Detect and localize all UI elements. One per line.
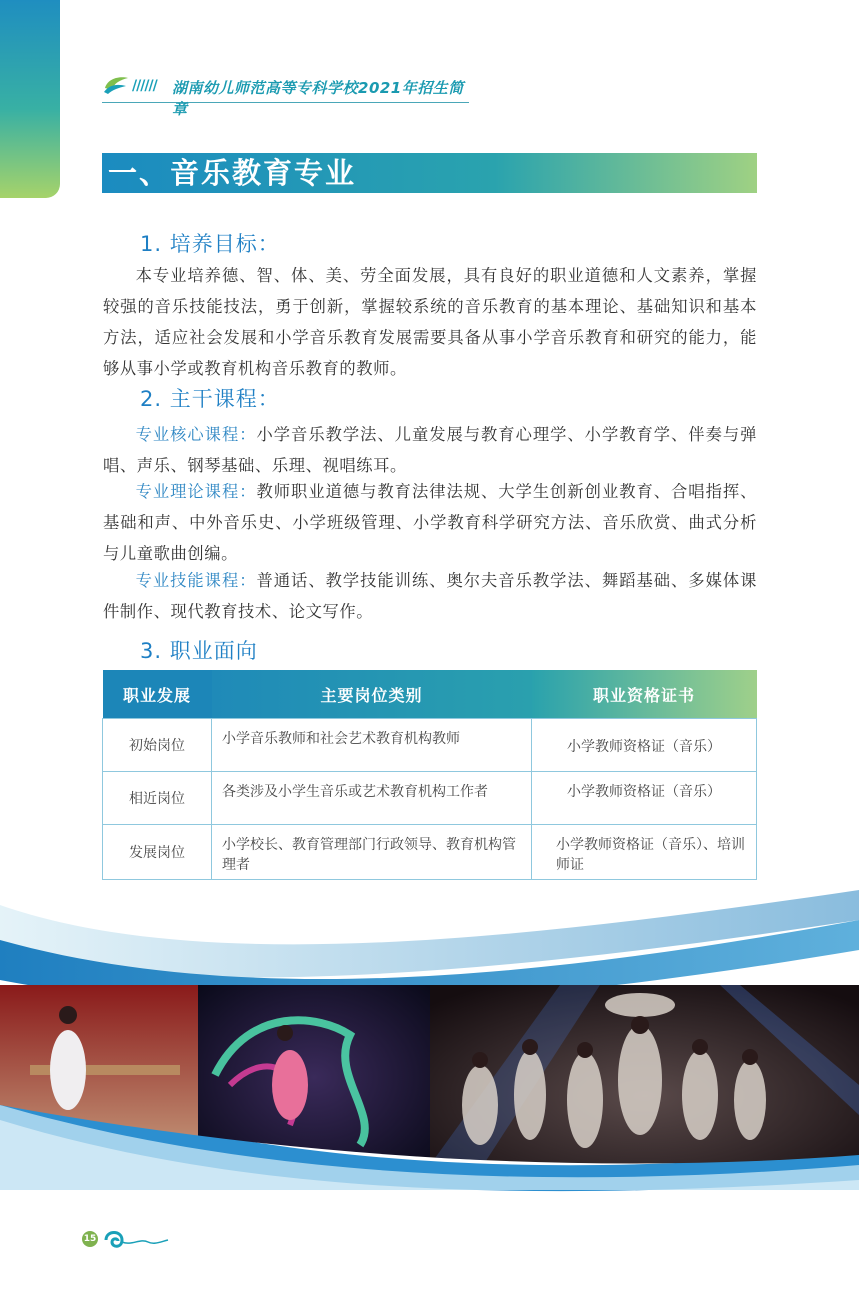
table-row	[103, 772, 757, 825]
table-row	[103, 825, 757, 880]
school-logo-icon	[102, 74, 130, 96]
career-heading: 3. 职业面向	[140, 639, 258, 663]
jobs-text: 各类涉及小学生音乐或艺术教育机构工作者	[222, 784, 488, 800]
jobs-cell	[212, 772, 532, 825]
column-header: 职业资格证书	[532, 670, 757, 719]
jobs-cell	[212, 719, 532, 772]
column-header: 主要岗位类别	[212, 670, 532, 719]
training-goal-heading: 1. 培养目标：	[140, 232, 280, 256]
cert-text: 小学教师资格证（音乐）	[567, 784, 721, 800]
section-title: 一、音乐教育专业	[108, 156, 357, 190]
career-table	[102, 670, 757, 880]
jobs-text: 小学音乐教师和社会艺术教育机构教师	[222, 731, 460, 747]
header-stripes: //////	[132, 78, 157, 94]
jobs-text: 小学校长、教育管理部门行政领导、教育机构管理者	[222, 837, 516, 873]
theory-courses-text: 教师职业道德与教育法律法规、大学生创新创业教育、合唱指挥、基础和声、中外音乐史、小学班级管理、小学教育科学研究方法、音乐欣赏、曲式分析与儿童歌曲创编。	[103, 482, 757, 563]
page-header	[102, 72, 469, 118]
core-courses-label: 专业核心课程：	[135, 425, 257, 444]
stage-cell: 初始岗位	[103, 719, 212, 772]
cert-cell	[532, 772, 757, 825]
header-title: 湖南幼儿师范高等专科学校2021年招生简章	[172, 79, 464, 118]
cert-text: 小学教师资格证（音乐）	[567, 739, 721, 755]
skill-courses-label: 专业技能课程：	[135, 571, 257, 590]
cert-text: 小学教师资格证（音乐）、培训师证	[556, 837, 745, 873]
stage-cell: 相近岗位	[103, 772, 212, 825]
cert-cell	[532, 719, 757, 772]
performance-photos	[0, 985, 859, 1170]
jobs-cell	[212, 825, 532, 880]
section-banner	[102, 153, 757, 193]
stage-cell: 发展岗位	[103, 825, 212, 880]
ribbon-dance-photo	[198, 985, 430, 1170]
page-number: 15	[82, 1231, 98, 1247]
courses-heading: 2. 主干课程：	[140, 387, 280, 411]
theory-courses-label: 专业理论课程：	[135, 482, 257, 501]
corner-decoration	[0, 0, 60, 198]
skill-courses-paragraph	[103, 565, 757, 627]
cert-cell	[532, 825, 757, 880]
table-row	[103, 719, 757, 772]
core-courses-text: 小学音乐教学法、儿童发展与教育心理学、小学教育学、伴奏与弹唱、声乐、钢琴基础、乐理、视唱练耳。	[103, 425, 757, 475]
core-courses-paragraph	[103, 419, 757, 481]
skill-courses-text: 普通话、教学技能训练、奥尔夫音乐教学法、舞蹈基础、多媒体课件制作、现代教育技术、论文写作。	[103, 571, 757, 621]
table-header-row	[103, 670, 757, 719]
theory-courses-paragraph	[103, 476, 757, 569]
training-goal-body: 本专业培养德、智、体、美、劳全面发展，具有良好的职业道德和人文素养，掌握较强的音乐技能技法，勇于创新，掌握较系统的音乐教育的基本理论、基础知识和基本方法，适应社会发展和小学音乐教育发展需要具备从事小学音乐教育和研究的能力，能够从事小学或教育机构音乐教育的教师。	[103, 266, 757, 378]
column-header: 职业发展	[103, 670, 212, 719]
guzheng-photo	[0, 985, 198, 1170]
